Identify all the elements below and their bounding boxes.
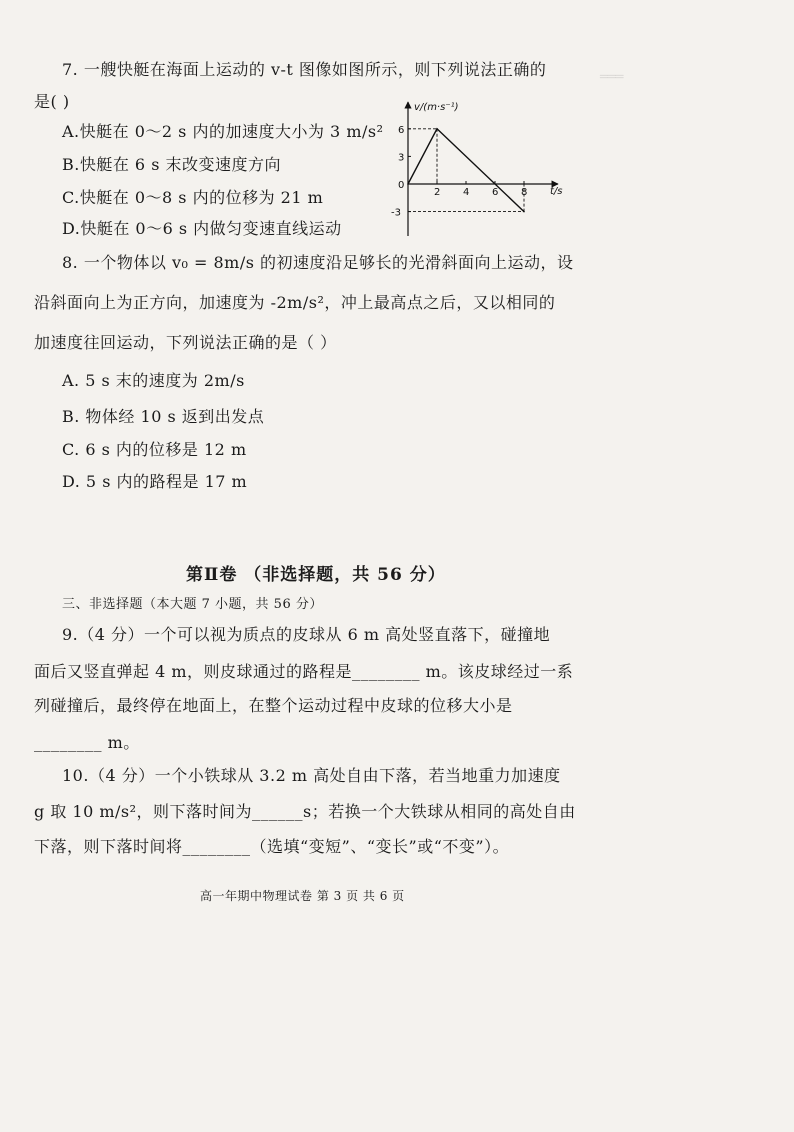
y-tick-label: 6 [398,124,405,136]
x-tick-label: 6 [492,187,499,198]
vt-graph [380,96,580,244]
q7-option-c: C.快艇在 0～8 s 内的位移为 21 m [62,188,324,207]
q9-stem-line4: ________ m。 [34,733,140,752]
q9-stem-line1: 9.（4 分）一个可以视为质点的皮球从 6 m 高处竖直落下，碰撞地 [62,625,551,644]
q8-stem-line3: 加速度往回运动，下列说法正确的是（ ） [34,333,337,352]
q9-stem-line3: 列碰撞后，最终停在地面上，在整个运动过程中皮球的位移大小是 [34,696,513,715]
data-point [523,211,525,213]
q7-option-d: D.快艇在 0～6 s 内做匀变速直线运动 [62,219,342,238]
bleed-through-text: ═══ [600,70,624,85]
y-tick-label: 0 [398,180,405,191]
q7-stem-line2: 是( ) [34,92,70,111]
page-footer: 高一年期中物理试卷 第 3 页 共 6 页 [200,889,405,903]
q10-stem-line2: g 取 10 m/s²，则下落时间为______s；若换一个大铁球从相同的高处自由 [34,802,576,821]
q8-option-d: D. 5 s 内的路程是 17 m [62,472,248,491]
x-tick-label: 8 [521,187,528,198]
data-point [436,128,438,130]
q8-option-c: C. 6 s 内的位移是 12 m [62,440,247,459]
y-tick-label: 3 [398,152,405,164]
q10-stem-line1: 10.（4 分）一个小铁球从 3.2 m 高处自由下落，若当地重力加速度 [62,766,561,785]
velocity-line [408,129,524,212]
section-title: 第Ⅱ卷 （非选择题，共 56 分） [186,565,446,585]
x-axis-label: t/s [550,186,563,197]
q8-option-a: A. 5 s 末的速度为 2m/s [62,371,245,390]
y-tick-label: -3 [391,207,401,219]
q8-option-b: B. 物体经 10 s 返到出发点 [62,407,265,426]
q10-stem-line3: 下落，则下落时间将________（选填“变短”、“变长”或“不变”）。 [34,837,510,856]
x-tick-label: 2 [434,187,441,198]
q8-stem-line2: 沿斜面向上为正方向，加速度为 -2m/s²，冲上最高点之后，又以相同的 [34,293,556,312]
x-tick-label: 4 [463,187,470,198]
data-point [407,183,409,185]
q7-option-b: B.快艇在 6 s 末改变速度方向 [62,155,281,174]
q8-stem-line1: 8. 一个物体以 v₀ = 8m/s 的初速度沿足够长的光滑斜面向上运动，设 [62,253,574,272]
q9-stem-line2: 面后又竖直弹起 4 m，则皮球通过的路程是________ m。该皮球经过一系 [34,662,574,681]
section-subtitle: 三、非选择题（本大题 7 小题，共 56 分） [62,597,323,612]
y-axis-label: v/(m·s⁻¹) [414,102,459,113]
q7-stem-line1: 7. 一艘快艇在海面上运动的 v-t 图像如图所示，则下列说法正确的 [62,60,547,79]
q7-option-a: A.快艇在 0～2 s 内的加速度大小为 3 m/s² [62,122,384,141]
